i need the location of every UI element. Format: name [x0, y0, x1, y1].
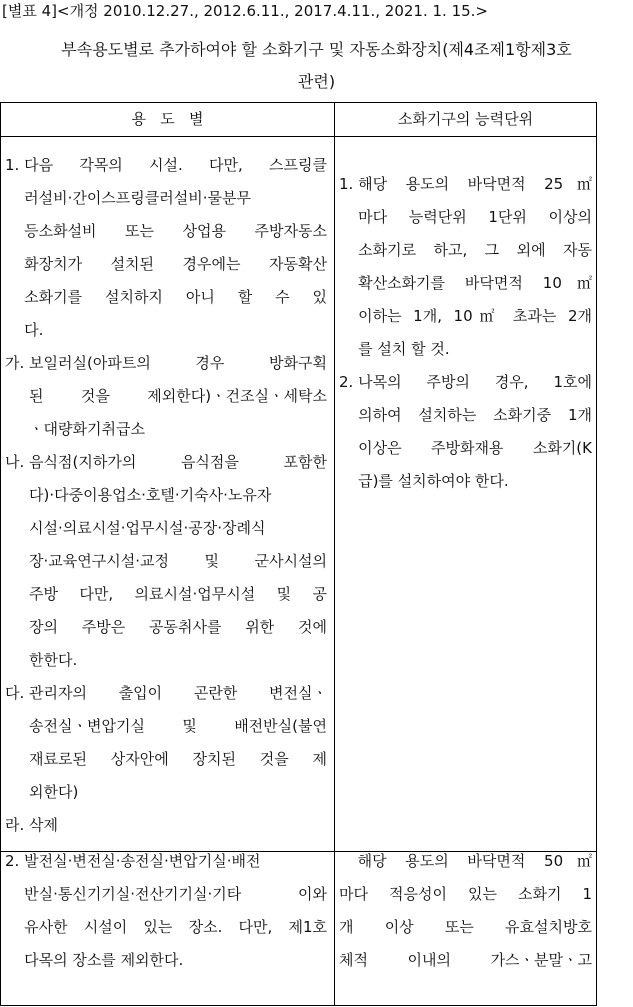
capacity-column-header: 소화기구의 능력단위: [397, 110, 534, 128]
item-marker: 나.: [5, 453, 30, 471]
item-line: 마다 능력단위 1단위 이상의: [358, 208, 592, 226]
list-item: [339, 168, 592, 366]
item-body: [358, 168, 592, 366]
item-line: 주방 다만, 의료시설·업무시설 및 공: [29, 585, 327, 603]
amendment-header: [별표 4]<개정 2010.12.27., 2012.6.11., 2017.4.11., 2021. 1. 15.>: [2, 2, 489, 20]
item-line: 장의 주방은 공동취사를 위한 것에: [29, 618, 327, 636]
item-line: 송전실ㆍ변압기실 및 배전반실(불연: [29, 717, 327, 735]
extinguisher-table: [0, 102, 597, 1006]
item-line: 이하는 1개, 10㎡ 초과는 2개: [358, 307, 592, 325]
item-line: 소화기로 하고, 그 외에 자동: [358, 241, 592, 259]
item-line: 다목의 장소를 제외한다.: [24, 951, 184, 969]
item-line: 시설·의료시설·업무시설·공장·장례식: [29, 519, 266, 537]
item-line: 재료로된 상자안에 장치된 것을 제: [29, 750, 327, 768]
item-line: 나목의 주방의 경우, 1호에: [358, 373, 592, 391]
cell-line: 해당 용도의 바닥면적 50㎡: [339, 852, 592, 870]
list-item: [339, 366, 592, 498]
item-marker: 라.: [5, 816, 30, 834]
item-line: 유사한 시설이 있는 장소. 다만, 제1호: [24, 918, 327, 936]
item-line: 이상은 주방화재용 소화기(K: [358, 439, 592, 457]
item-line: 보일러실(아파트의 경우 방화구획: [29, 354, 327, 372]
item-body: [24, 845, 327, 977]
list-item: [5, 149, 327, 347]
item-line: 음식점(지하가의 음식점을 포함한: [29, 453, 327, 471]
item-body: [29, 677, 327, 809]
row1-usage-cell: [5, 149, 327, 842]
item-line: 된 것을 제외한다)ㆍ건조실ㆍ세탁소: [29, 387, 327, 405]
item-line: 장·교육연구시설·교정 및 군사시설의: [29, 552, 327, 570]
list-item: [5, 809, 327, 842]
list-item: [5, 347, 327, 446]
item-line: 화장치가 설치된 경우에는 자동확산: [24, 255, 327, 273]
item-marker: 1.: [5, 156, 25, 174]
row2-capacity-cell: [339, 845, 592, 977]
item-line: 반실·통신기기실·전산기기실·기타 이와: [24, 885, 327, 903]
item-marker: 2.: [5, 852, 25, 870]
item-line: 해당 용도의 바닥면적 25㎡: [358, 175, 592, 193]
item-marker: 1.: [339, 175, 359, 193]
title-line-2: 관련): [297, 72, 336, 91]
item-line: 소화기를 설치하지 아니 할 수 있: [24, 288, 327, 306]
usage-column-header: 용 도 별: [131, 110, 204, 128]
item-body: [29, 347, 327, 446]
column-divider: [334, 103, 335, 1005]
item-line: 관리자의 출입이 곤란한 변전실ㆍ: [29, 684, 327, 702]
cell-line: 마다 적응성이 있는 소화기 1: [339, 885, 592, 903]
item-line: 등소화설비 또는 상업용 주방자동소: [24, 222, 327, 240]
title-line-1: 부속용도별로 추가하여야 할 소화기구 및 자동소화장치(제4조제1항제3호: [61, 40, 572, 59]
list-item: [5, 677, 327, 809]
item-line: ㆍ대량화기취급소: [29, 420, 145, 438]
item-line: 확산소화기를 바닥면적 10㎡: [358, 274, 592, 292]
item-marker: 다.: [5, 684, 30, 702]
item-line: 다.: [24, 321, 44, 339]
item-line: 를 설치 할 것.: [358, 340, 450, 358]
item-marker: 2.: [339, 373, 359, 391]
item-line: 삭제: [29, 816, 59, 834]
item-body: [358, 366, 592, 498]
item-body: [29, 446, 327, 677]
row1-capacity-cell: [339, 168, 592, 498]
item-body: [24, 149, 327, 347]
item-line: 발전실·변전실·송전실·변압기실·배전: [24, 852, 261, 870]
item-line: 다)·다중이용업소·호텔·기숙사·노유자: [29, 486, 272, 504]
item-line: 한한다.: [29, 651, 78, 669]
cell-line: 개 이상 또는 유효설치방호: [339, 918, 592, 936]
list-item: [5, 845, 327, 977]
item-line: 외한다): [29, 783, 79, 801]
item-line: 다음 각목의 시설. 다만, 스프링클: [24, 156, 327, 174]
item-body: [29, 809, 327, 842]
document-title: [2, 34, 631, 98]
item-line: 의하여 설치하는 소화기중 1개: [358, 406, 592, 424]
item-line: 러설비·간이스프링클러설비·물분무: [24, 189, 251, 207]
list-item: [5, 446, 327, 677]
cell-line: 체적 이내의 가스ㆍ분말ㆍ고: [339, 951, 592, 969]
item-line: 급)를 설치하여야 한다.: [358, 472, 509, 490]
item-marker: 가.: [5, 354, 30, 372]
header-divider: [1, 136, 596, 137]
row2-usage-cell: [5, 845, 327, 977]
